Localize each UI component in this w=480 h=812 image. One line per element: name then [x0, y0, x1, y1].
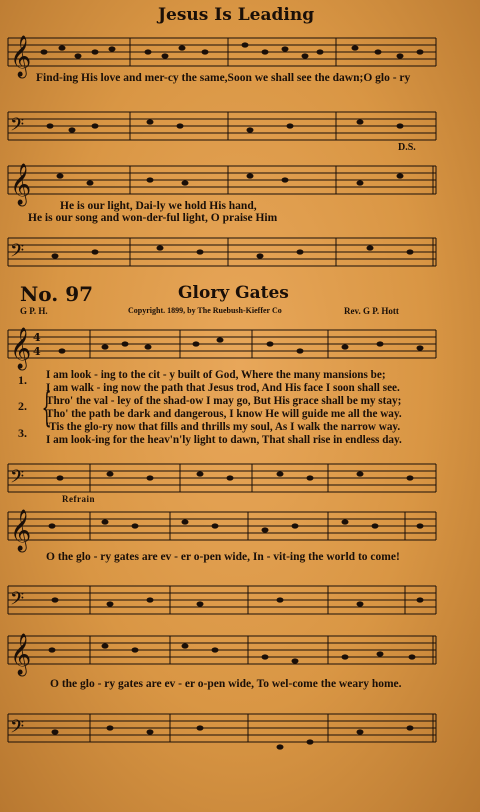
- refrain-lyric: O the glo - ry gates are ev - er o-pen wide, To wel-come the weary home.: [50, 678, 402, 690]
- hymn-title-1: Jesus Is Leading: [158, 5, 315, 25]
- verse-line: I am look - ing to the cit - y built of God, Where the many mansions be;: [46, 369, 386, 381]
- svg-text:𝄢: 𝄢: [10, 589, 25, 614]
- refrain-label: Refrain: [62, 494, 95, 504]
- svg-text:𝄢: 𝄢: [10, 115, 25, 140]
- verse-line: I am look-ing for the heav'n'ly light to dawn, That shall rise in endless day.: [46, 434, 402, 446]
- music-staff: [0, 574, 480, 624]
- hymn-title-2: Glory Gates: [178, 283, 289, 303]
- author-credit: Rev. G P. Hott: [344, 306, 399, 316]
- svg-text:𝄞: 𝄞: [10, 164, 32, 205]
- svg-text:𝄞: 𝄞: [10, 634, 32, 675]
- music-staff: [0, 226, 480, 276]
- verse-bracket: {: [41, 385, 52, 431]
- ds-mark: D.S.: [398, 142, 416, 153]
- lyric-line: He is our light, Dai-ly we hold His hand,: [60, 200, 257, 212]
- refrain-lyric: O the glo - ry gates are ev - er o-pen wide, In - vit-ing the world to come!: [46, 551, 400, 563]
- svg-text:𝄢: 𝄢: [10, 717, 25, 742]
- music-staff: [0, 624, 480, 676]
- lyric-line: Find-ing His love and mer-cy the same,Soon we shall see the dawn;O glo - ry: [36, 72, 411, 84]
- svg-text:𝄞: 𝄞: [10, 328, 32, 369]
- music-staff: [0, 702, 480, 762]
- copyright-notice: Copyright. 1899, by The Ruebush-Kieffer Co: [128, 306, 282, 315]
- verse-line: Thro' the val - ley of the shad-ow I may go, But His grace shall be my stay;: [46, 395, 402, 407]
- verse-line: Tho' the path be dark and dangerous, I know He will guide me all the way.: [46, 408, 402, 420]
- svg-text:𝄞: 𝄞: [10, 36, 32, 77]
- verse-number: 3.: [18, 426, 27, 440]
- svg-text:𝄢: 𝄢: [10, 467, 25, 492]
- music-staff: [0, 152, 480, 205]
- music-staff: [0, 500, 480, 550]
- svg-text:𝄞: 𝄞: [10, 510, 32, 551]
- verse-line: I am walk - ing now the path that Jesus trod, And His face I soon shall see.: [46, 382, 400, 394]
- lyric-line: He is our song and won-der-ful light, O praise Him: [28, 212, 278, 224]
- hymn-number: No. 97: [20, 282, 94, 306]
- verse-number: 2.: [18, 399, 27, 413]
- composer-credit: G P. H.: [20, 306, 48, 316]
- verse-number: 1.: [18, 373, 27, 387]
- verse-line: 'Tis the glo-ry now that fills and thrills my soul, As I walk the narrow way.: [46, 421, 401, 433]
- svg-text:𝄢: 𝄢: [10, 241, 25, 266]
- music-staff: [0, 320, 480, 370]
- svg-text:4: 4: [33, 331, 41, 344]
- svg-text:4: 4: [33, 345, 41, 358]
